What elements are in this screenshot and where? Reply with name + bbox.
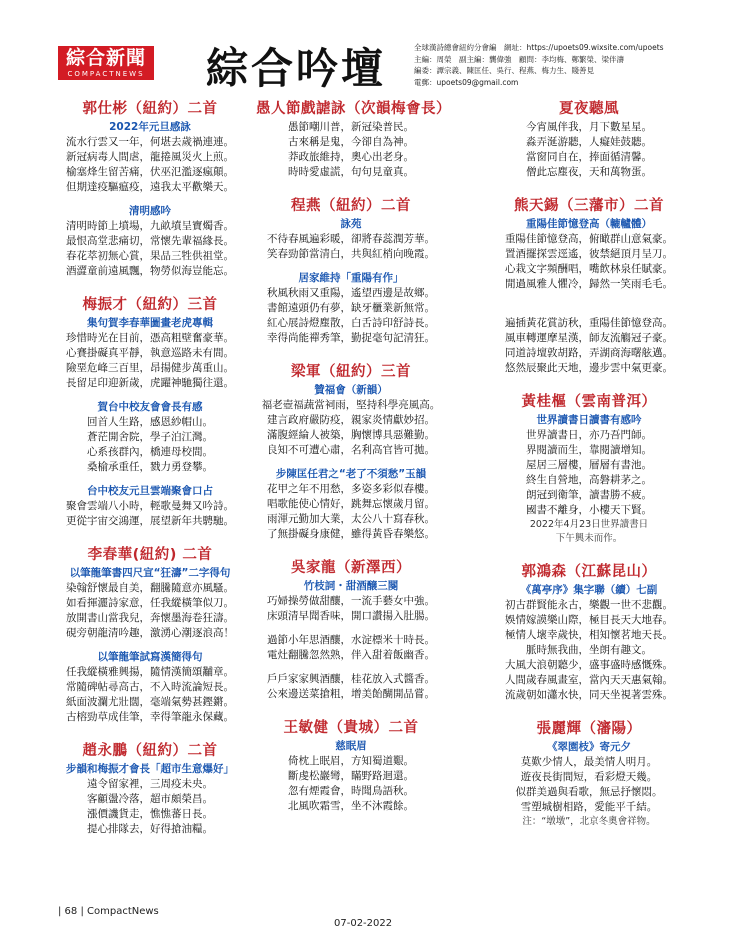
poem-line: 娛情嫁謨樂山際，極目長天大地春。 [505, 614, 673, 626]
poem-title: 慈眠眉 [335, 740, 367, 752]
spacer [480, 180, 698, 195]
spacer [54, 725, 246, 740]
poem-line: 滿腹經綸人被築，胸懷博具惡難勤。 [267, 429, 435, 441]
poem-line: 更從宇宙交鴻運，展望新年共騁馳。 [66, 515, 234, 527]
poem-line: 戶戶家家興酒釀，桂花放入式醬香。 [267, 673, 435, 685]
spacer [256, 663, 446, 672]
poet-heading: 程燕（紐約）二首 [291, 198, 411, 214]
editorial-line: 編委：譚宗義、陳匡任、吳行、程燕、梅力生、賤善見 [414, 66, 594, 75]
poet-heading: 郭仕彬（紐約）二首 [82, 101, 218, 117]
poem-title: 賀台中校友會會長有感 [97, 401, 203, 413]
poem-line: 秋風秋雨又重陽，遙望西邊是故鄉。 [267, 287, 435, 299]
poem-line: 險堊危峰三百里，昂揚健步萬重山。 [66, 362, 234, 374]
poem-title: 居家維持「重陽有作」 [298, 272, 404, 284]
spacer [256, 458, 446, 467]
poem-line: 人間歲春風畫室，當內天天惠氣翰。 [505, 674, 673, 686]
spacer [480, 376, 698, 391]
poem-line: 聚會雲端八小時，輕歌曼舞又吟詩。 [66, 500, 234, 512]
newspaper-logo [58, 46, 154, 80]
poem-line: 流水行雲又一年，何堪去歲禍連連。 [66, 136, 234, 148]
poem-line: 極情人壞幸歲快，相知懷茗地天長。 [505, 629, 673, 641]
poem-line: 床頭清早聞香味，開口讚揚入肚腸。 [267, 610, 435, 622]
poet-heading: 李春華(紐約) 二首 [87, 547, 213, 563]
poem-line: 建言政府嚴防疫，親家炎情獻妙招。 [267, 414, 435, 426]
poem-line: 心栽文字頻酬唱，嘴飲林泉任賦豪。 [505, 263, 673, 275]
poem-line: 北風吹霜雪，坐不沐霞餘。 [288, 800, 414, 812]
poem-note: 下午興未而作。 [555, 533, 623, 544]
poem-title: 重陽佳節憶登高（轆轤體） [526, 218, 652, 230]
poem-line: 當窗同自在，捧面循清馨。 [526, 151, 652, 163]
poem-line: 國書不離身，小樓天下賢。 [526, 504, 652, 516]
poem-line: 紙面波瀾尤壯闊，毫端氣勢甚鏗鏘。 [66, 696, 234, 708]
poem-line: 淼弄涎游聽，人癡娃鼓聽。 [526, 136, 652, 148]
poem-title: 《萬亭序》集字聯（續）七副 [520, 584, 658, 596]
poem-line: 良知不可遭心肅，名利高官皆可拋。 [267, 444, 435, 456]
logo-title: 綜合新聞 [65, 47, 146, 69]
poem-line: 笑春勁節當清白，共與紅梢向晚霞。 [267, 248, 435, 260]
poem-line: 珍惜時光在目前，憑高粗壁奮豪華。 [66, 332, 234, 344]
poem-line: 幸得尚能禪秀筆，勤捉毫句記清狂。 [267, 332, 435, 344]
poem-line: 心賽掛礙真平靜，執意巡路未有間。 [66, 347, 234, 359]
poem-line: 常隨碑帖尋高古，不入時流論短長。 [66, 681, 234, 693]
poet-heading: 熊天錫（三藩市）二首 [514, 198, 664, 214]
poem-line: 斷虔松巖彎，瞞野路迴還。 [288, 770, 414, 782]
poem-line: 古來稱是鬼，今卻自為神。 [288, 136, 414, 148]
spacer [256, 624, 446, 633]
poem-line: 終生自營地，高磐耕茅之。 [526, 474, 652, 486]
poem-line: 遠令留家裡，三周疫未央。 [87, 778, 213, 790]
editorial-line: 電郵：upoets09@gmail.com [414, 77, 519, 87]
spacer [480, 546, 698, 561]
poem-line: 雪塑城樹相路，愛能平千結。 [520, 801, 658, 813]
poem-line: 雨渾元勤加大業，太公八十寫春秋。 [267, 513, 435, 525]
poem-line: 如看揮灑詩家意，任我縱橫筆似刀。 [66, 597, 234, 609]
poem-line: 心系孩群內，橋連母校間。 [87, 446, 213, 458]
poem-title: 世界讀書日讀書有感吟 [536, 414, 642, 426]
poem-column-middle [256, 98, 451, 814]
poem-line: 不待春風遍彩暖，卻將春蕊潤芳華。 [267, 233, 435, 245]
poem-line: 古榕勁草成佳筆，幸得筆龍永保藏。 [66, 711, 234, 723]
logo-subtitle: COMPACTNEWS [67, 70, 145, 78]
poet-heading: 愚人節戲謔詠（次韻梅會長） [256, 101, 451, 117]
poem-line: 巧婦操勞做甜釀，一流手藝女中強。 [267, 595, 435, 607]
spacer [480, 703, 698, 718]
poem-line: 客顧盪冷落，超市頗榮昌。 [87, 793, 213, 805]
poem-title: 步韻和梅振才會長「超市生意爆好」 [66, 763, 234, 775]
poem-line: 莫歎少情人，最美情人明月。 [520, 756, 658, 768]
poem-line: 任我縱橫雅興揚，隨情漢簡頌黼章。 [66, 666, 234, 678]
masthead [54, 40, 694, 98]
poem-line: 桑榆承重任，戮力勇登攀。 [87, 461, 213, 473]
poem-title: 《翠園枝》寄元夕 [547, 741, 631, 753]
poem-line: 世界讀書日，亦乃吾門師。 [526, 429, 652, 441]
poem-line: 福老壺福蔬當祠雨，堅持科學亮風高。 [261, 399, 441, 411]
spacer [256, 262, 446, 271]
spacer [256, 702, 446, 717]
poem-line: 屋居三層樓，層層有書池。 [526, 459, 652, 471]
poem-line: 似群美過與看歌，無忌抒懷悶。 [515, 786, 663, 798]
poem-line: 遍插黃花賞訪秋，重陽佳節憶登高。 [505, 317, 673, 329]
poem-line: 最恨高堂悲痛切，常懷先輩福緣長。 [66, 235, 234, 247]
poem-line: 大風大浪朝聽少，盛事盛時感慨殊。 [505, 659, 673, 671]
poem-line: 電灶翻騰忽然熟，伴入甜着飯幽香。 [267, 649, 435, 661]
spacer [256, 180, 446, 195]
poem-line: 紅心展詩燈塵散，白舌詩印舒詩長。 [267, 317, 435, 329]
poem-line: 公來邊送菜搶粗，增美飴醐開品嘗。 [267, 688, 435, 700]
poet-heading: 梅振才（紐約）三首 [82, 297, 218, 313]
poem-line: 莽政旅維持，奧心出老身。 [288, 151, 414, 163]
poem-note: 2022年4月23日世界讀書日 [529, 519, 649, 530]
poem-title: 以筆龍筆試寫漢簡得句 [97, 651, 203, 663]
poem-line: 榆塞烽生留苦痛，伏巫氾濫逐瘋顛。 [66, 166, 234, 178]
poem-line: 新冠病毒人間虐，龍捲風災火上煎。 [66, 151, 234, 163]
poem-title: 清明感吟 [129, 205, 171, 217]
poem-line: 愚節嘲川普，新冠染普民。 [288, 121, 414, 133]
poem-line: 初古群賢能永古，樂觀一世不悲觀。 [505, 599, 673, 611]
poem-line: 今宵風伴我，月下數星星。 [526, 121, 652, 133]
page-number: | 68 | CompactNews [58, 906, 159, 917]
spacer [480, 307, 698, 316]
poem-title: 台中校友元旦雲端聚會口占 [87, 485, 213, 497]
poem-column-right [480, 98, 698, 829]
poem-line: 染翰舒懷最自美，翻騰隨意亦風騷。 [66, 582, 234, 594]
poem-title: 步陳匡任君之“老了不須愁”玉韻 [275, 468, 427, 480]
poem-line: 放開書山當我兒，奔懷墨海卷狂濤。 [66, 612, 234, 624]
poem-line: 漲價譏貨走，憔憔蕃日長。 [87, 808, 213, 820]
poem-line: 酒澀童前遠風飄，物勞似海豈能忘。 [66, 265, 234, 277]
poet-heading: 郭鴻森（江蘇昆山） [521, 564, 657, 580]
poem-line: 倚枕上眠眉，方知蜀道艱。 [288, 755, 414, 767]
spacer [480, 292, 698, 307]
poem-line: 長留足印迎新歲，虎躍神馳獨往還。 [66, 377, 234, 389]
spacer [54, 279, 246, 294]
poet-heading: 張麗輝（瀋陽） [536, 721, 642, 737]
poem-line: 了無掛礙身康健，雖得黃昏春樂悠。 [267, 528, 435, 540]
poet-heading: 梁軍（紐約）三首 [291, 364, 411, 380]
poem-line: 遊夜長街間短，看彩燈天幾。 [520, 771, 658, 783]
spacer [54, 195, 246, 204]
poem-title: 集句賀李春華圖畫老虎專輯 [87, 317, 213, 329]
poem-line: 風車轉運摩星漢，師友流觴冠子豪。 [505, 332, 673, 344]
poem-line: 但期達疫驅瘟疫，遠我太平歡樂天。 [66, 181, 234, 193]
poem-line: 忽有煙霞會，時聞鳥語秋。 [288, 785, 414, 797]
poem-line: 花甲之年不用愁，多姿多彩似春樓。 [267, 483, 435, 495]
poem-line: 春花萃初無心賞，果品三牲供祖堂。 [66, 250, 234, 262]
poem-note: 注：“墩墩”，北京冬奧會祥物。 [522, 816, 656, 827]
spacer [54, 641, 246, 650]
poem-line: 書館遠頭仍有夢，缺牙櫃業新無常。 [267, 302, 435, 314]
spacer [256, 346, 446, 361]
spacer [54, 475, 246, 484]
poet-heading: 黃桂樞（雲南普洱） [521, 394, 657, 410]
poem-line: 唱歌能使心情好，跳舞忘懷歲月留。 [267, 498, 435, 510]
poem-line: 閒過風雅人懼冷，歸然一笑雨毛毛。 [505, 278, 673, 290]
poem-line: 硯旁朝龍清吟趣，激湧心潮逐浪高！ [66, 627, 234, 639]
poem-title: 2022年元旦感詠 [109, 121, 191, 133]
poet-heading: 吳家龍（新澤西） [291, 560, 411, 576]
editorial-line: 主編：周榮 副主編：龔偉強 顧問：李均梅、鄭繁榮、梁伴濤 [414, 54, 624, 64]
poem-line: 同道詩壇敦胡路，弄湖商海曙舷邁。 [505, 347, 673, 359]
poem-line: 僧此忘塵夜，天和萬物蛋。 [526, 166, 652, 178]
poem-title: 竹枝詞・甜酒醸三闋 [303, 580, 399, 592]
poem-line: 朗冠到衛筆，讀書勝不疲。 [526, 489, 652, 501]
poem-line: 回首人生路，感恩紗帽山。 [87, 416, 213, 428]
poem-line: 脈時無我曲，坐朗有趣文。 [526, 644, 652, 656]
poem-line: 提心排隊去，好得搶油糧。 [87, 823, 213, 835]
editorial-line: 全球漢詩總會紐約分會編 網址：https://upoets09.wixsite.com/upoets [414, 43, 664, 52]
poem-column-left [54, 98, 246, 837]
poet-heading: 夏夜聽風 [559, 101, 619, 117]
poem-line: 流歲朝如瀟水快，同天坐視著雲殊。 [505, 689, 673, 701]
poem-line: 悠然辰聚此天地，邊步雲中氣更豪。 [505, 362, 673, 374]
poem-line: 重陽佳節憶登高，俯瞰群山意氣豪。 [505, 233, 673, 245]
poem-title: 詠苑 [340, 218, 362, 230]
editorial-info [414, 42, 702, 88]
spacer [54, 529, 246, 544]
poem-title: 贊福會（新韻） [314, 384, 388, 396]
poet-heading: 趙永鵬（紐約）二首 [82, 743, 218, 759]
poem-line: 蒼茫開舍院，學子泊江灣。 [87, 431, 213, 443]
poem-line: 時時愛虛謊，句句見童真。 [288, 166, 414, 178]
issue-date: 07-02-2022 [334, 918, 393, 929]
poem-line: 清明時節上墳場，九畝墳呈寶燭香。 [66, 220, 234, 232]
poem-line: 過節小年思酒釀，水淀標米十時長。 [267, 634, 435, 646]
poem-line: 置酒擺探雲逕遙，彼禁絕頂月呈刀。 [505, 248, 673, 260]
poem-title: 以筆龍筆書四尺宣“狂濤”二字得句 [69, 567, 231, 579]
poet-heading: 王敏健（貴城）二首 [283, 720, 419, 736]
section-title: 綜合吟壇 [206, 44, 387, 93]
poem-line: 界閱讀而生，靠閱讀增知。 [526, 444, 652, 456]
spacer [256, 542, 446, 557]
spacer [54, 391, 246, 400]
